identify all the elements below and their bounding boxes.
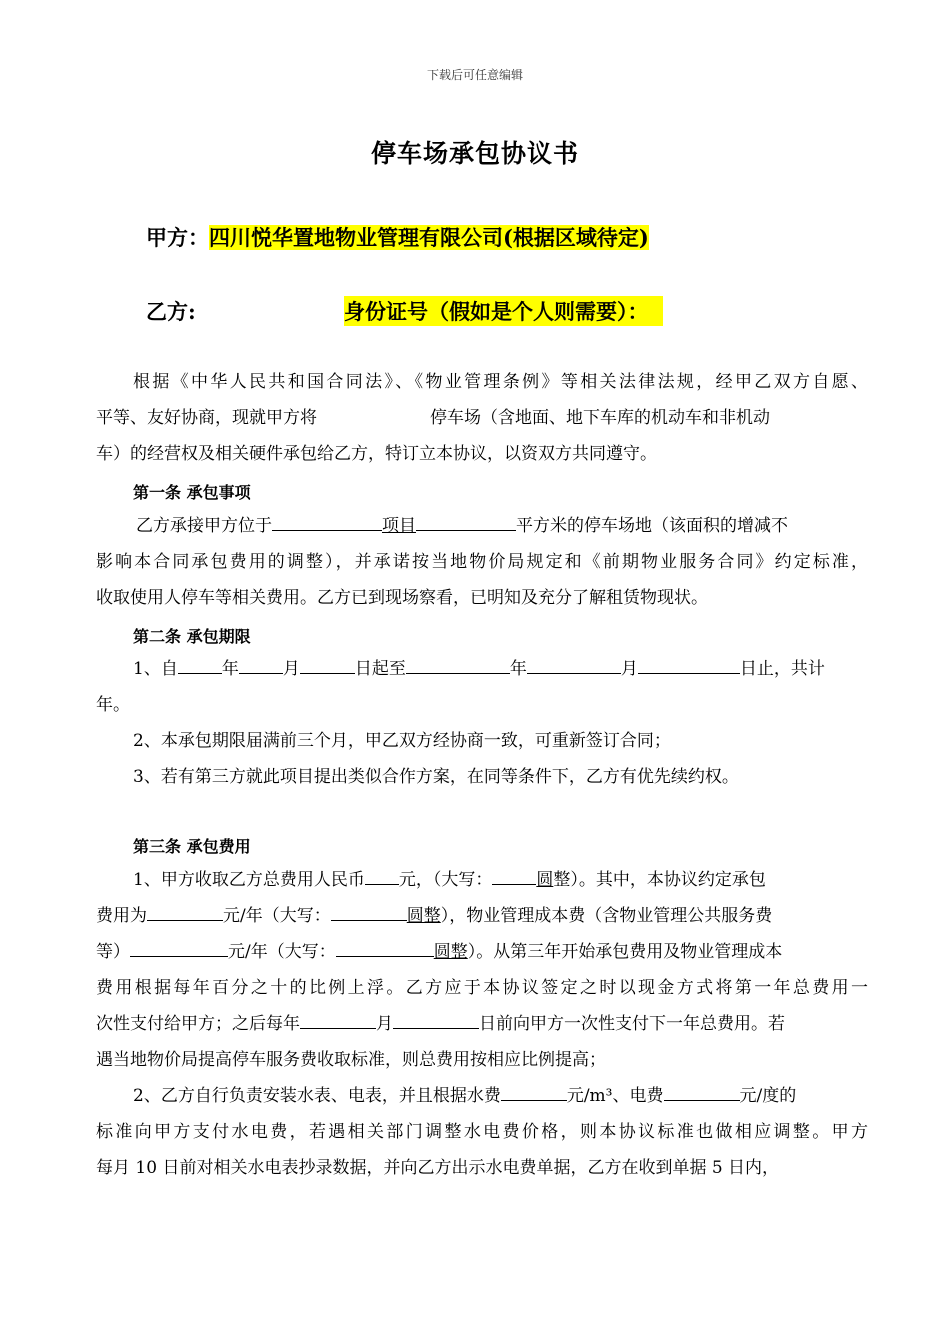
intro-line-1: 根据《中华人民共和国合同法》、《物业管理条例》等相关法律法规，经甲乙双方自愿、 — [133, 372, 868, 392]
article-3-line-4: 费用根据每年百分之十的比例上浮。乙方应于本协议签定之时以现金方式将第一年总费用一 — [96, 978, 868, 998]
payment-month-blank — [300, 1008, 376, 1029]
payment-label: 次性支付给甲方；之后每年 — [96, 1014, 300, 1034]
intro-paragraph — [96, 364, 868, 472]
end-year-blank — [406, 653, 510, 674]
article-1-body — [96, 508, 868, 616]
area-blank — [416, 510, 516, 531]
article-3-body — [96, 862, 868, 1186]
end-month-unit: 月 — [620, 659, 638, 679]
article-1-line-3: 收取使用人停车等相关费用。乙方已到现场察看，已明知及充分了解租赁物现状。 — [96, 588, 708, 608]
article-1-line-1c: 平方米的停车场地（该面积的增减不 — [516, 516, 788, 536]
contract-fee-words-blank — [331, 900, 407, 921]
article-2-item-2: 2、本承包期限届满前三个月，甲乙双方经协商一致，可重新签订合同； — [133, 731, 671, 751]
article-3-line-7 — [96, 1078, 868, 1114]
total-fee-blank — [365, 864, 399, 885]
mgmt-fee-words-blank — [336, 936, 434, 957]
article-1-line-2: 影响本合同承包费用的调整），并承诺按当地物价局规定和《前期物业服务合同》约定标准， — [96, 552, 868, 572]
article-3-line-3 — [96, 934, 868, 970]
article-3-line-1d: 整）。其中，本协议约定承包 — [553, 870, 766, 890]
article-2-heading: 第二条 承包期限 — [133, 627, 251, 646]
mgmt-fee-unit: 元/年（大写： — [228, 942, 336, 962]
article-3-line-9: 每月 10 日前对相关水电表抄录数据，并向乙方出示水电费单据，乙方在收到单据 5 日内， — [96, 1158, 780, 1178]
page-header: 下载后可任意编辑 — [426, 68, 523, 82]
article-2-item-3: 3、若有第三方就此项目提出类似合作方案，在同等条件下，乙方有优先续约权。 — [133, 767, 739, 787]
article-3-line-2d: ），物业管理成本费（含物业管理公共服务费 — [440, 906, 773, 926]
total-fee-unit: 元，（大写： — [398, 870, 493, 890]
article-3-line-5c: 日前向甲方一次性支付下一年总费用。若 — [479, 1014, 785, 1034]
total-fee-words-blank — [492, 864, 536, 885]
start-year-unit: 年 — [221, 659, 239, 679]
total-fee-yuan: 圆 — [536, 870, 554, 890]
party-b-id-label: 身份证号（假如是个人则需要）： — [344, 296, 663, 326]
contract-fee-label: 费用为 — [96, 906, 147, 926]
article-3-heading: 第三条 承包费用 — [133, 837, 251, 856]
article-2-item-1-cont: 年。 — [96, 695, 130, 715]
intro-line-2a: 平等、友好协商，现就甲方将 — [96, 408, 317, 428]
water-fee-blank — [501, 1080, 567, 1101]
start-month-unit: 月 — [282, 659, 300, 679]
location-blank — [272, 510, 382, 531]
mgmt-fee-yuan: 圆整 — [433, 942, 468, 962]
term-from-label: 1、自 — [133, 659, 178, 679]
payment-day-blank — [393, 1008, 479, 1029]
start-year-blank — [178, 653, 222, 674]
article-3-line-2 — [96, 898, 868, 934]
mgmt-fee-label: 等） — [96, 942, 130, 962]
article-1-line-1a: 乙方承接甲方位于 — [136, 516, 272, 536]
contract-fee-unit: 元/年（大写： — [223, 906, 331, 926]
contract-fee-blank — [147, 900, 223, 921]
article-1-line-1 — [96, 508, 868, 544]
party-a-line — [146, 222, 649, 252]
end-day-blank — [638, 653, 740, 674]
intro-line-3: 车）的经营权及相关硬件承包给乙方，特订立本协议，以资双方共同遵守。 — [96, 444, 657, 464]
electric-fee-label: 元/m³、电费 — [566, 1086, 664, 1106]
electric-fee-blank — [664, 1080, 740, 1101]
contract-fee-yuan: 圆整 — [406, 906, 441, 926]
term-total-label: 日止，共计 — [739, 659, 825, 679]
term-to-label: 日起至 — [354, 659, 406, 679]
document-title: 停车场承包协议书 — [370, 139, 579, 168]
article-3-line-6: 遇当地物价局提高停车服务费收取标准，则总费用按相应比例提高； — [96, 1050, 606, 1070]
total-fee-label: 1、甲方收取乙方总费用人民币 — [133, 870, 365, 890]
party-a-name: 四川悦华置地物业管理有限公司(根据区域待定) — [209, 225, 649, 250]
article-3-line-1 — [96, 862, 868, 898]
article-3-line-5 — [96, 1006, 868, 1042]
water-fee-label: 2、乙方自行负责安装水表、电表，并且根据水费 — [133, 1086, 501, 1106]
article-3-line-8: 标准向甲方支付水电费，若遇相关部门调整水电费价格，则本协议标准也做相应调整。甲方 — [96, 1122, 868, 1142]
article-2-body — [96, 651, 868, 795]
party-a-label: 甲方： — [146, 225, 209, 250]
start-month-blank — [239, 653, 283, 674]
party-b-label: 乙方: — [146, 299, 196, 324]
article-3-line-3d: ）。从第三年开始承包费用及物业管理成本 — [467, 942, 783, 962]
intro-line-2b: 停车场（含地面、地下车库的机动车和非机动 — [430, 408, 770, 428]
electric-fee-unit: 元/度的 — [739, 1086, 797, 1106]
party-b-line — [146, 296, 706, 326]
mgmt-fee-blank — [130, 936, 228, 957]
intro-line-2 — [96, 400, 868, 436]
project-label: 项目 — [382, 516, 416, 536]
article-1-heading: 第一条 承包事项 — [133, 483, 251, 502]
start-day-blank — [300, 653, 355, 674]
end-month-blank — [527, 653, 621, 674]
article-2-item-1 — [96, 651, 868, 687]
payment-month-unit: 月 — [376, 1014, 393, 1034]
end-year-unit: 年 — [509, 659, 527, 679]
